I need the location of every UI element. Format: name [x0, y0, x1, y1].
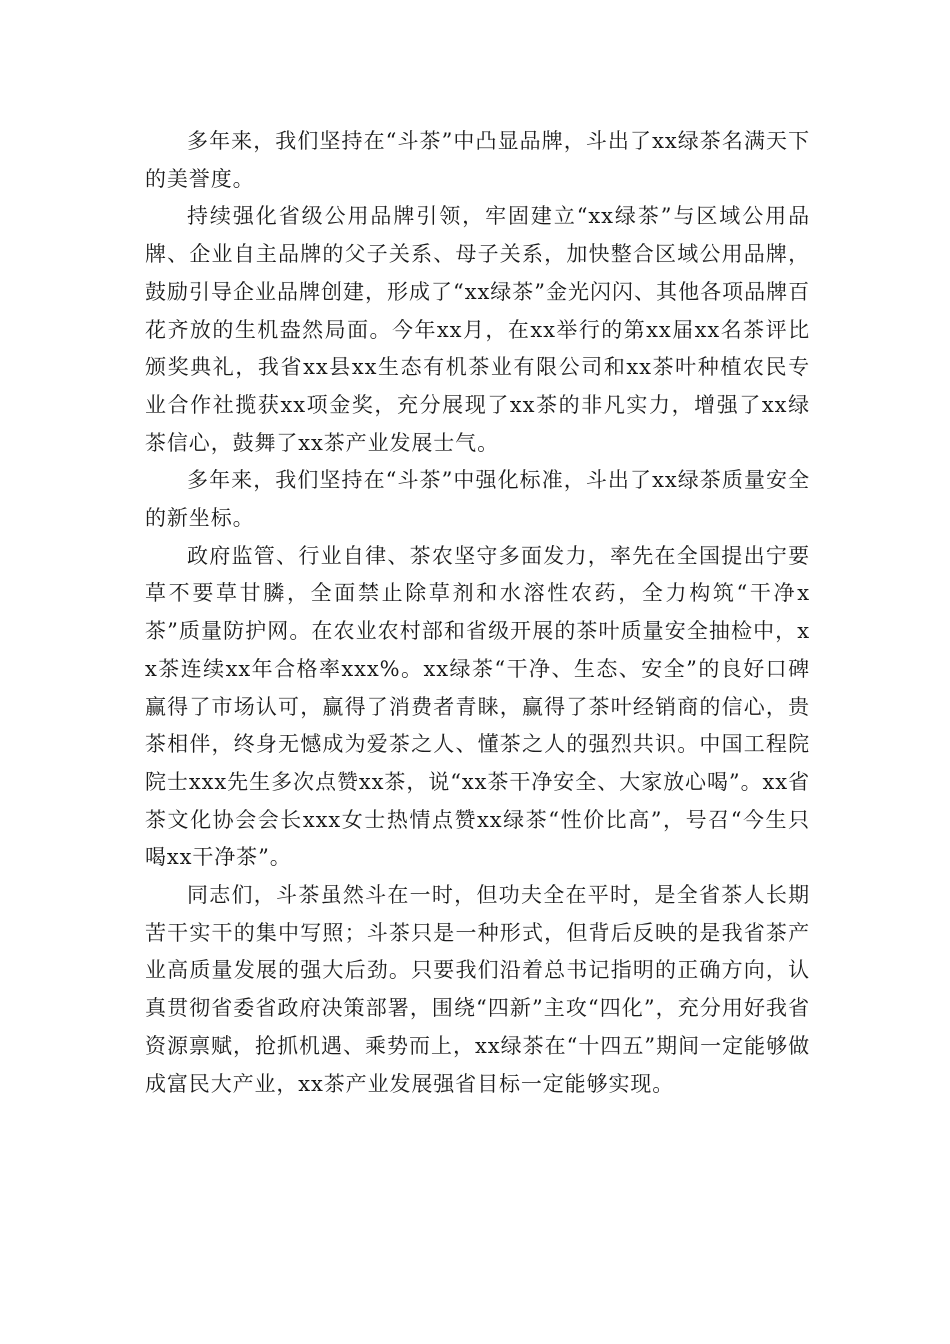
paragraph-quality-standard: 多年来，我们坚持在“斗茶”中强化标准，斗出了xx绿茶质量安全的新坐标。: [145, 468, 810, 531]
paragraph-conclusion: 同志们，斗茶虽然斗在一时，但功夫全在平时，是全省茶人长期苦干实干的集中写照；斗茶只是一种形式，但背后反映的是我省茶产业高质量发展的强大后劲。只要我们沿着总书记指明的正确方向，认真贯彻省委省政府决策部署，围绕“四新”主攻“四化”，充分用好我省资源禀赋，抢抓机遇、乘势而上，xx绿茶在“十四五”期间一定能够做成富民大产业，xx茶产业发展强省目标一定能够实现。: [145, 883, 810, 1096]
paragraph-brand-building: 持续强化省级公用品牌引领，牢固建立“xx绿茶”与区域公用品牌、企业自主品牌的父子关系、母子关系，加快整合区域公用品牌，鼓励引导企业品牌创建，形成了“xx绿茶”金光闪闪、其他各项品牌百花齐放的生机盎然局面。今年xx月，在xx举行的第xx届xx名茶评比颁奖典礼，我省xx县xx生态有机茶业有限公司和xx茶叶种植农民专业合作社揽获xx项金奖，充分展现了xx茶的非凡实力，增强了xx绿茶信心，鼓舞了xx茶产业发展士气。: [145, 204, 810, 455]
paragraph-brand-reputation: 多年来，我们坚持在“斗茶”中凸显品牌，斗出了xx绿茶名满天下的美誉度。: [145, 129, 810, 191]
document-body: [145, 123, 810, 1103]
paragraph-quality-safety: 政府监管、行业自律、茶农坚守多面发力，率先在全国提出宁要草不要草甘膦，全面禁止除草剂和水溶性农药，全力构筑“干净x茶”质量防护网。在农业农村部和省级开展的茶叶质量安全抽检中，xx茶连续xx年合格率xxx%。xx绿茶“干净、生态、安全”的良好口碑赢得了市场认可，赢得了消费者青睐，赢得了茶叶经销商的信心，贵茶相伴，终身无憾成为爱茶之人、懂茶之人的强烈共识。中国工程院院士xxx先生多次点赞xx茶，说“xx茶干净安全、大家放心喝”。xx省茶文化协会会长xxx女士热情点赞xx绿茶“性价比高”，号召“今生只喝xx干净茶”。: [145, 543, 810, 870]
